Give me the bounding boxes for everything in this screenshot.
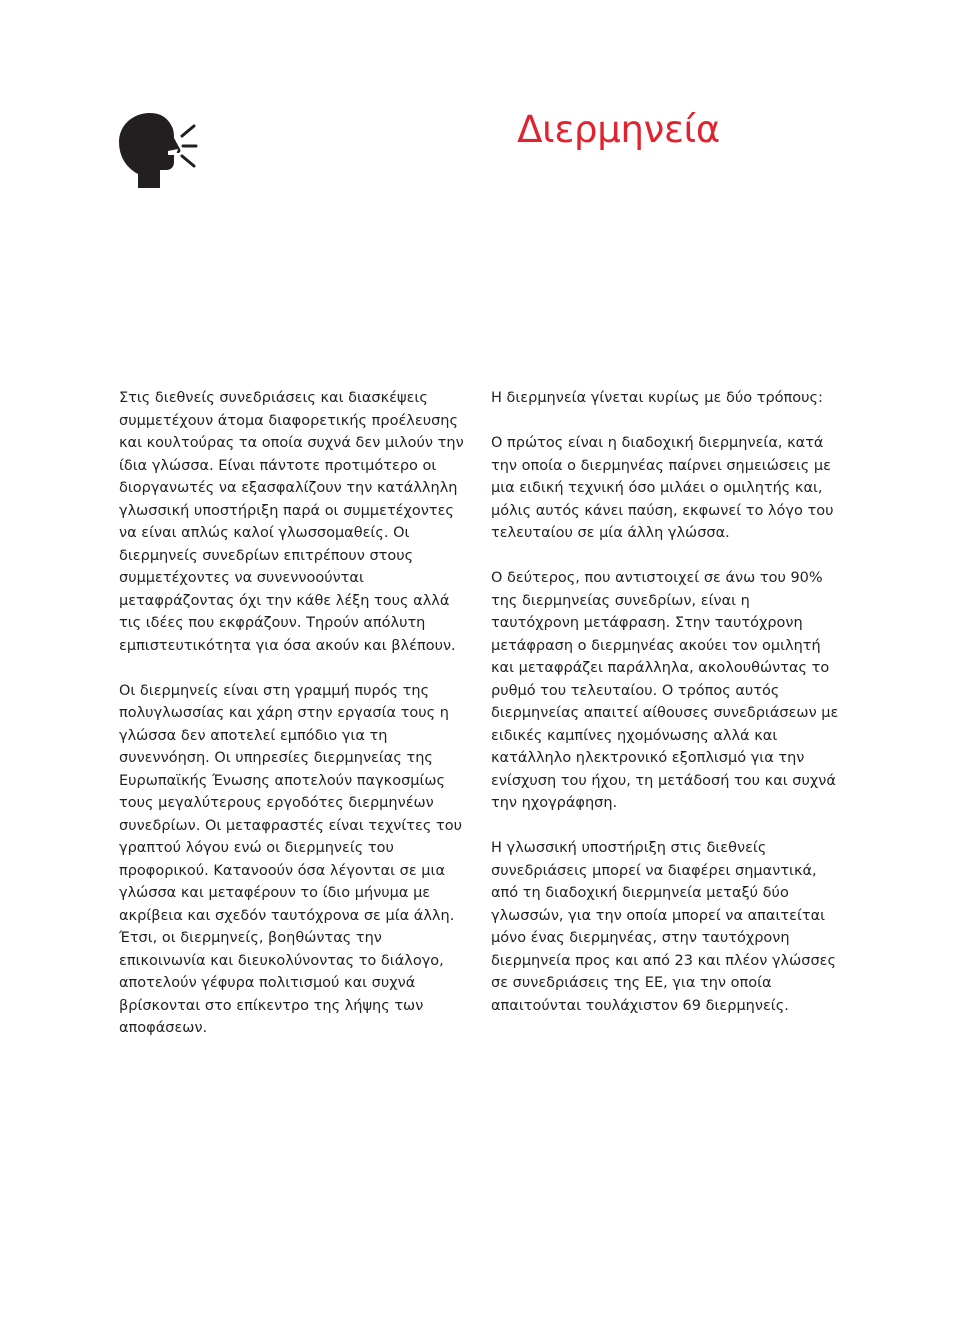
right-paragraph-2: Ο πρώτος είναι η διαδοχική διερμηνεία, κατά την οποία ο διερμηνέας παίρνει σημειώσεις με μια ειδική τεχνική όσο μιλάει ο ομιλητής και, μόλις αυτός κάνει παύση, εκφωνεί το λόγο του τελευταίου σε μία άλλη γλώσσα. — [491, 435, 834, 541]
right-paragraph-4: Η γλωσσική υποστήριξη στις διεθνείς συνεδριάσεις μπορεί να διαφέρει σημαντικά, από τη διαδοχική διερμηνεία μεταξύ δύο γλωσσών, για την οποία μπορεί να απαιτείται μόνο ένας διερμηνέας, στην ταυτόχρονη διερμηνεία προς και από 23 και πλέον γλώσσες σε συνεδριάσεις της ΕΕ, για την οποία απαιτούνται τουλάχιστον 69 διερμηνείς. — [491, 840, 836, 1014]
right-paragraph-3: Ο δεύτερος, που αντιστοιχεί σε άνω του 90% της διερμηνείας συνεδρίων, είναι η ταυτόχρονη μετάφραση. Στην ταυτόχρονη μετάφραση ο διερμηνέας ακούει τον ομιλητή και μεταφράζει παράλληλα, ακολουθώντας το ρυθμό του τελευταίου. Ο τρόπος αυτός διερμηνείας απαιτεί αίθουσες συνεδριάσεων με ειδικές καμπίνες ηχομόνωσης αλλά και κατάλληλο ηλεκτρονικό εξοπλισμό για την ενίσχυση του ήχου, τη μετάδοσή του και συχνά την ηχογράφηση. — [491, 570, 839, 811]
right-column — [491, 387, 841, 1017]
left-paragraph-2: Οι διερμηνείς είναι στη γραμμή πυρός της πολυγλωσσίας και χάρη στην εργασία τους η γλώσσα δεν αποτελεί εμπόδιο για τη συνεννόηση. Οι υπηρεσίες διερμηνείας της Ευρωπαϊκής Ένωσης αποτελούν παγκοσμίως τους μεγαλύτερους εργοδότες διερμηνέων συνεδρίων. Οι μεταφραστές είναι τεχνίτες του γραπτού λόγου ενώ οι διερμηνείς του προφορικού. Κατανοούν όσα λέγονται σε μια γλώσσα και μεταφέρουν το ίδιο μήνυμα με ακρίβεια και σχεδόν ταυτόχρονα σε μία άλλη. Έτσι, οι διερμηνείς, βοηθώντας την επικοινωνία και διευκολύνοντας το διάλογο, αποτελούν γέφυρα πολιτισμού και συχνά βρίσκονται στο επίκεντρο της λήψης των αποφάσεων. — [119, 682, 462, 1036]
page-title: Διερμηνεία — [517, 108, 720, 151]
left-column — [119, 387, 469, 1040]
left-paragraph-1: Στις διεθνείς συνεδριάσεις και διασκέψεις συμμετέχουν άτομα διαφορετικής προέλευσης και κουλτούρας τα οποία συχνά δεν μιλούν την ίδια γλώσσα. Είναι πάντοτε προτιμότερο οι διοργανωτές να εξασφαλίζουν την κατάλληλη γλωσσική υποστήριξη παρά οι συμμετέχοντες να είναι απλώς καλοί γλωσσομαθείς. Οι διερμηνείς συνεδρίων επιτρέπουν στους συμμετέχοντες να συνεννοούνται μεταφράζοντας όχι την κάθε λέξη τους αλλά τις ιδέες που εκφράζουν. Τηρούν απόλυτη εμπιστευτικότητα για όσα ακούν και βλέπουν. — [119, 390, 464, 654]
speaking-head-icon — [116, 112, 198, 188]
right-paragraph-1: Η διερμηνεία γίνεται κυρίως με δύο τρόπους: — [491, 390, 823, 406]
